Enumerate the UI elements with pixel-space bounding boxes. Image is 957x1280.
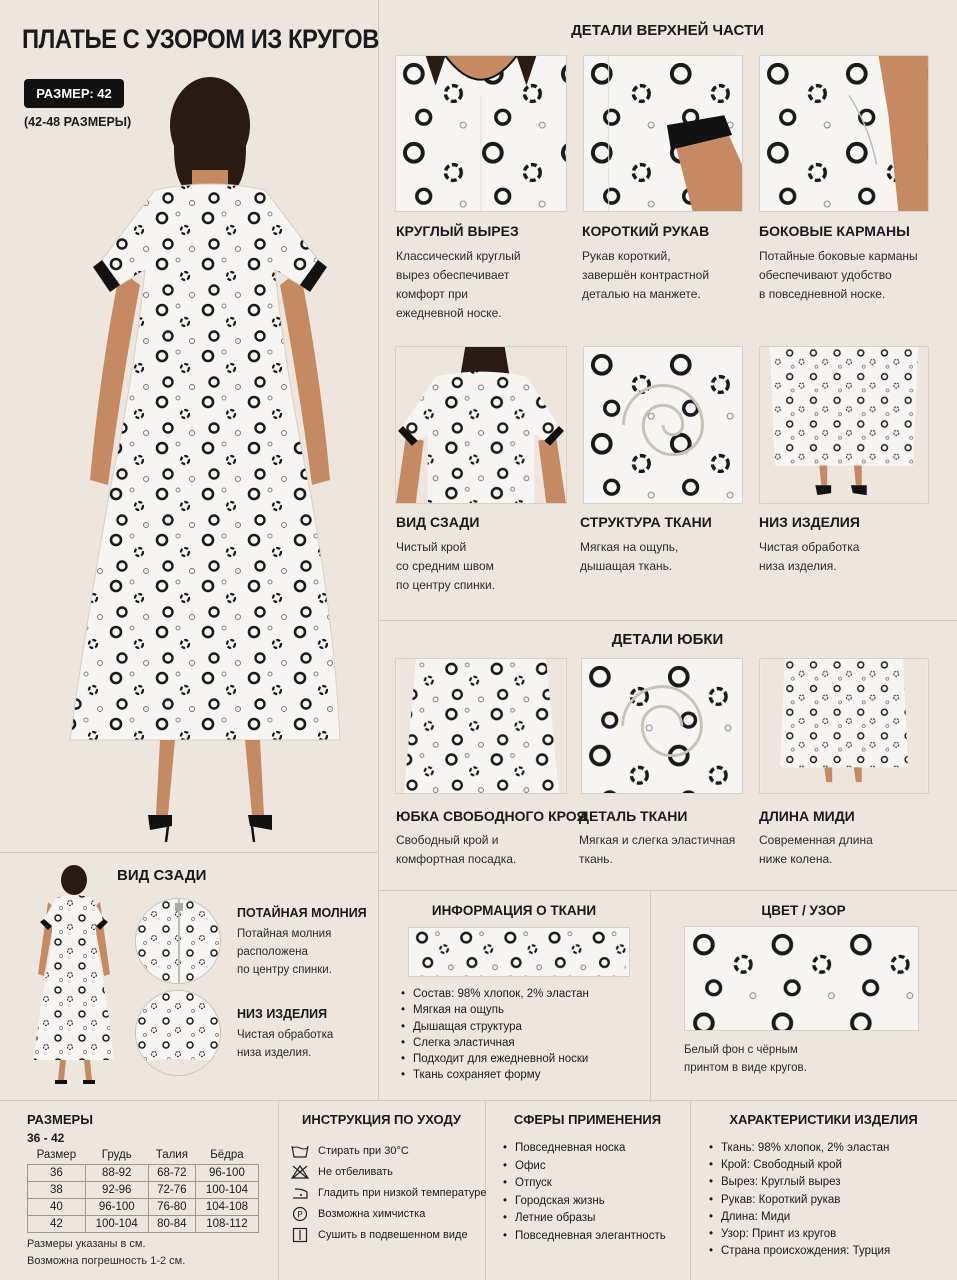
list-item: • Крой: Свободный крой bbox=[707, 1157, 890, 1174]
tile-loose-skirt bbox=[395, 658, 567, 794]
list-item: Сушить в подвешенном виде bbox=[290, 1224, 487, 1245]
hem-closeup bbox=[135, 990, 221, 1076]
fabric-info-list bbox=[399, 986, 589, 1084]
sizes-range: 36 - 42 bbox=[27, 1131, 65, 1145]
care-title: ИНСТРУКЦИЯ ПО УХОДУ bbox=[302, 1112, 461, 1127]
feature-description: Современная длина ниже колена. bbox=[759, 833, 873, 866]
list-item: • Слегка эластичная bbox=[399, 1035, 589, 1051]
table-row: 42 100-104 80-84 108-112 bbox=[28, 1215, 259, 1232]
feature-description: Потайные боковые карманы обеспечивают удобство в повседневной носке. bbox=[759, 249, 918, 301]
divider bbox=[378, 0, 379, 1100]
list-item: • Мягкая на ощупь bbox=[399, 1002, 589, 1018]
list-item: • Ткань: 98% хлопок, 2% эластан bbox=[707, 1140, 890, 1157]
table-header: Грудь bbox=[101, 1148, 132, 1161]
page-title: ПЛАТЬЕ С УЗОРОМ ИЗ КРУГОВ bbox=[22, 24, 379, 54]
feature-title: НИЗ ИЗДЕЛИЯ bbox=[759, 514, 860, 530]
list-item: P Возможна химчистка bbox=[290, 1203, 487, 1224]
tile-back-view bbox=[395, 346, 567, 504]
sizes-title: РАЗМЕРЫ bbox=[27, 1112, 93, 1127]
feature-title: СТРУКТУРА ТКАНИ bbox=[580, 514, 712, 530]
fabric-swatch bbox=[408, 927, 630, 977]
no-bleach-icon bbox=[290, 1164, 310, 1180]
divider bbox=[690, 1100, 691, 1280]
usage-list bbox=[501, 1140, 666, 1245]
list-item: • Страна происхождения: Турция bbox=[707, 1243, 890, 1260]
table-row: 40 96-100 76-80 104-108 bbox=[28, 1198, 259, 1215]
divider bbox=[0, 852, 378, 853]
list-item: • Летние образы bbox=[501, 1210, 666, 1228]
list-item: • Вырез: Круглый вырез bbox=[707, 1174, 890, 1191]
back-item-title: НИЗ ИЗДЕЛИЯ bbox=[237, 1007, 328, 1021]
feature-description: Свободный крой и комфортная посадка. bbox=[396, 833, 517, 866]
section-title-skirt: ДЕТАЛИ ЮБКИ bbox=[611, 631, 724, 648]
list-item: • Длина: Миди bbox=[707, 1209, 890, 1226]
svg-text:P: P bbox=[297, 1210, 303, 1220]
zipper-closeup bbox=[135, 898, 221, 984]
color-pattern-description: Белый фон с чёрным принтом в виде кругов. bbox=[684, 1044, 807, 1074]
feature-title: ЮБКА СВОБОДНОГО КРОЯ bbox=[396, 808, 587, 824]
table-header: Размер bbox=[36, 1148, 77, 1161]
specs-list bbox=[707, 1140, 890, 1260]
divider bbox=[650, 890, 651, 1102]
section-title-fabric-info: ИНФОРМАЦИЯ О ТКАНИ bbox=[431, 903, 597, 918]
list-item: • Дышащая структура bbox=[399, 1019, 589, 1035]
list-item: Гладить при низкой температуре bbox=[290, 1182, 487, 1203]
size-badge: РАЗМЕР: 42 bbox=[24, 79, 124, 108]
feature-title: БОКОВЫЕ КАРМАНЫ bbox=[759, 223, 910, 239]
back-item-description: Потайная молния расположена по центру спинки. bbox=[237, 928, 332, 976]
hang-dry-icon bbox=[290, 1227, 310, 1243]
feature-title: ВИД СЗАДИ bbox=[396, 514, 480, 530]
hero-model-back-view bbox=[60, 70, 360, 850]
section-title-color-pattern: ЦВЕТ / УЗОР bbox=[761, 903, 846, 918]
feature-description: Классический круглый вырез обеспечивает комфорт при ежедневной носке. bbox=[396, 249, 521, 320]
divider bbox=[378, 890, 957, 891]
back-item-description: Чистая обработка низа изделия. bbox=[237, 1029, 334, 1059]
section-title-back-view: ВИД СЗАДИ bbox=[117, 867, 207, 884]
table-row: 38 92-96 72-76 100-104 bbox=[28, 1181, 259, 1198]
divider bbox=[278, 1100, 279, 1280]
list-item: Стирать при 30°C bbox=[290, 1140, 487, 1161]
size-table bbox=[27, 1146, 259, 1233]
tile-side-pockets bbox=[759, 55, 929, 212]
feature-description: Чистый крой со средним швом по центру спинки. bbox=[396, 540, 496, 592]
list-item: • Узор: Принт из кругов bbox=[707, 1226, 890, 1243]
list-item: • Рукав: Короткий рукав bbox=[707, 1192, 890, 1209]
tile-midi-length bbox=[759, 658, 929, 794]
divider bbox=[378, 620, 957, 621]
list-item: • Городская жизнь bbox=[501, 1193, 666, 1211]
feature-description: Рукав короткий, завершён контрастной деталью на манжете. bbox=[582, 249, 710, 301]
model-back-thumbnail bbox=[28, 864, 120, 1088]
care-list bbox=[290, 1140, 487, 1245]
list-item: • Ткань сохраняет форму bbox=[399, 1067, 589, 1083]
back-item-title: ПОТАЙНАЯ МОЛНИЯ bbox=[237, 906, 367, 920]
tile-fabric-swirl bbox=[583, 346, 743, 504]
list-item: • Повседневная элегантность bbox=[501, 1228, 666, 1246]
tile-short-sleeve bbox=[583, 55, 743, 212]
specs-title: ХАРАКТЕРИСТИКИ ИЗДЕЛИЯ bbox=[729, 1112, 918, 1127]
pattern-swatch bbox=[684, 926, 919, 1031]
feature-title: ДЕТАЛЬ ТКАНИ bbox=[579, 808, 688, 824]
table-header: Талия bbox=[155, 1148, 188, 1161]
iron-low-icon bbox=[290, 1185, 310, 1201]
list-item: • Отпуск bbox=[501, 1175, 666, 1193]
section-title-top: ДЕТАЛИ ВЕРХНЕЙ ЧАСТИ bbox=[571, 22, 764, 39]
feature-title: ДЛИНА МИДИ bbox=[759, 808, 855, 824]
table-header: Бёдра bbox=[210, 1148, 244, 1161]
list-item: • Офис bbox=[501, 1158, 666, 1176]
sizes-note: Размеры указаны в см. Возможна погрешность 1-2 см. bbox=[27, 1238, 186, 1267]
size-range: (42-48 РАЗМЕРЫ) bbox=[24, 115, 132, 129]
feature-title: КОРОТКИЙ РУКАВ bbox=[582, 223, 710, 239]
tile-round-neck bbox=[395, 55, 567, 212]
feature-description: Чистая обработка низа изделия. bbox=[759, 540, 860, 573]
usage-title: СФЕРЫ ПРИМЕНЕНИЯ bbox=[513, 1112, 662, 1127]
wash-30-icon bbox=[290, 1143, 310, 1159]
feature-description: Мягкая на ощупь, дышащая ткань. bbox=[580, 540, 679, 573]
feature-title: КРУГЛЫЙ ВЫРЕЗ bbox=[396, 223, 519, 239]
divider bbox=[0, 1100, 957, 1101]
list-item: • Состав: 98% хлопок, 2% эластан bbox=[399, 986, 589, 1002]
feature-description: Мягкая и слегка эластичная ткань. bbox=[579, 833, 736, 866]
dry-clean-icon bbox=[290, 1206, 310, 1222]
list-item: • Повседневная носка bbox=[501, 1140, 666, 1158]
tile-fabric-detail bbox=[581, 658, 743, 794]
list-item: • Подходит для ежедневной носки bbox=[399, 1051, 589, 1067]
tile-hem bbox=[759, 346, 929, 504]
table-row: 36 88-92 68-72 96-100 bbox=[28, 1164, 259, 1181]
list-item: Не отбеливать bbox=[290, 1161, 487, 1182]
